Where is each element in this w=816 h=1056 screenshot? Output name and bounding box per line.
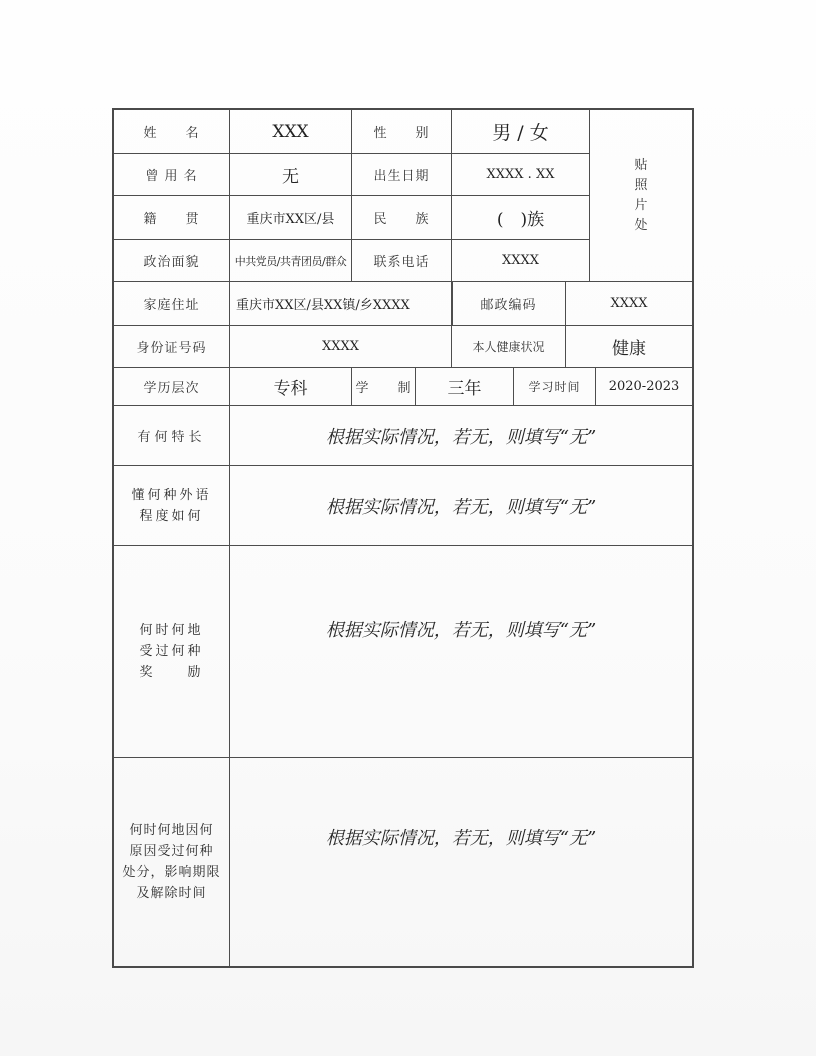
political-status-label: 政治面貌 bbox=[114, 240, 230, 282]
study-length-label: 学 制 bbox=[352, 368, 416, 406]
postcode-label: 邮政编码 bbox=[452, 282, 566, 326]
language-value[interactable]: 根据实际情况，若无，则填写“无” bbox=[230, 466, 692, 546]
gender-label: 性 别 bbox=[352, 110, 452, 154]
language-label-line2: 程度如何 bbox=[139, 508, 204, 524]
punishment-label-line4: 及解除时间 bbox=[136, 886, 207, 901]
photo-char-4: 处 bbox=[634, 217, 648, 233]
id-number-label: 身份证号码 bbox=[114, 326, 230, 368]
awards-label-line2: 受过何种 bbox=[139, 644, 204, 659]
gender-value[interactable]: 男 / 女 bbox=[452, 110, 590, 154]
registration-form bbox=[112, 108, 694, 968]
address-value[interactable]: 重庆市XX区/县XX镇/乡XXXX bbox=[230, 282, 452, 326]
id-number-value[interactable]: XXXX bbox=[230, 326, 452, 368]
education-label: 学历层次 bbox=[114, 368, 230, 406]
photo-char-1: 贴 bbox=[634, 157, 648, 173]
study-period-label: 学习时间 bbox=[514, 368, 596, 406]
former-name-value[interactable]: 无 bbox=[230, 154, 352, 196]
punishment-label-line2: 原因受过何种 bbox=[129, 844, 214, 859]
name-value[interactable]: XXX bbox=[230, 110, 352, 154]
specialty-label: 有何特长 bbox=[114, 406, 230, 466]
study-period-value[interactable]: 2020-2023 bbox=[596, 368, 692, 406]
health-label: 本人健康状况 bbox=[452, 326, 566, 368]
photo-area[interactable] bbox=[590, 110, 692, 282]
photo-char-2: 照 bbox=[634, 177, 648, 193]
native-place-value[interactable]: 重庆市XX区/县 bbox=[230, 196, 352, 240]
language-label-line1: 懂何种外语 bbox=[131, 487, 212, 503]
photo-char-3: 片 bbox=[634, 197, 648, 213]
punishment-label-line1: 何时何地因何 bbox=[129, 823, 214, 838]
birth-value[interactable]: XXXX . XX bbox=[452, 154, 590, 196]
language-label bbox=[114, 466, 230, 546]
address-label: 家庭住址 bbox=[114, 282, 230, 326]
former-name-label: 曾 用 名 bbox=[114, 154, 230, 196]
punishment-label-line3: 处分，影响期限 bbox=[122, 865, 221, 880]
postcode-value[interactable]: XXXX bbox=[566, 282, 692, 326]
awards-value[interactable]: 根据实际情况，若无，则填写“无” bbox=[230, 546, 692, 758]
phone-label: 联系电话 bbox=[352, 240, 452, 282]
punishment-label bbox=[114, 758, 230, 966]
awards-label-line1: 何时何地 bbox=[139, 623, 204, 638]
phone-value[interactable]: XXXX bbox=[452, 240, 590, 282]
study-length-value[interactable]: 三年 bbox=[416, 368, 514, 406]
punishment-value[interactable]: 根据实际情况，若无，则填写“无” bbox=[325, 828, 597, 849]
political-status-value[interactable]: 中共党员/共青团员/群众 bbox=[230, 240, 352, 282]
ethnic-label: 民 族 bbox=[352, 196, 452, 240]
education-value[interactable]: 专科 bbox=[230, 368, 352, 406]
specialty-value[interactable]: 根据实际情况，若无，则填写“无” bbox=[230, 406, 692, 466]
native-place-label: 籍 贯 bbox=[114, 196, 230, 240]
awards-label-line3: 奖 励 bbox=[139, 665, 204, 680]
name-label: 姓 名 bbox=[114, 110, 230, 154]
ethnic-value[interactable]: ( )族 bbox=[452, 196, 590, 240]
awards-label bbox=[114, 546, 230, 758]
birth-label: 出生日期 bbox=[352, 154, 452, 196]
health-value[interactable]: 健康 bbox=[566, 326, 692, 368]
